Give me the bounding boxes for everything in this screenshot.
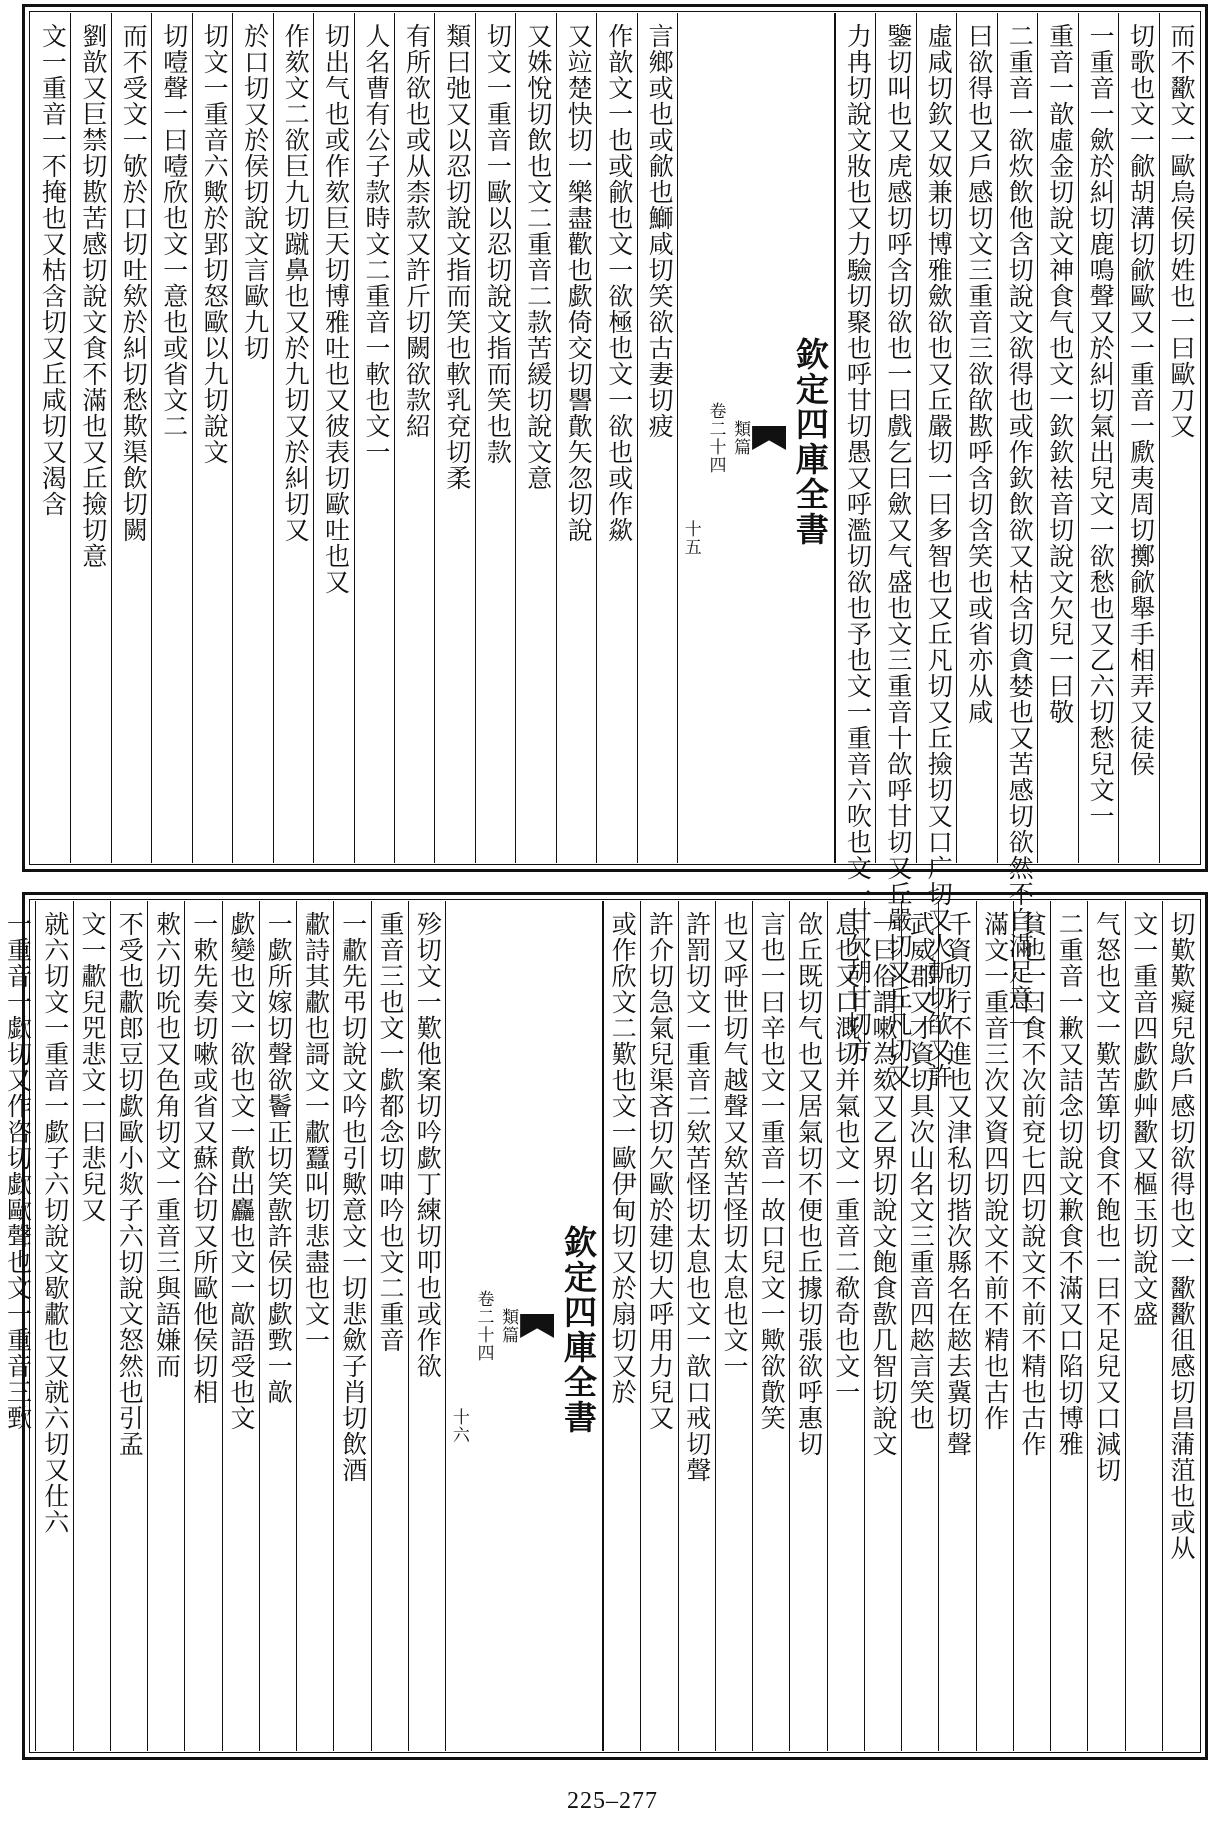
text-column: 歗詩其歗也謌文一歗蠶叫切悲盡也文一: [296, 901, 333, 1751]
lower-page-columns: [3, 901, 1199, 1751]
section-name: 類篇: [730, 420, 751, 456]
text-column: 虛咸切欽又奴兼切博雅歛欲也又丘嚴切一曰多智也又丘凡切又丘撿切又口广切又火斬切欿又許: [916, 13, 956, 863]
text-column: 作欬文二欲巨九切蹴鼻也又於九切又於糾切又: [273, 13, 313, 863]
text-column: 千資切行不進也又津私切揩次縣名在趑去冀切聲: [938, 901, 975, 1751]
text-column: 气怒也文一歎苦箄切食不飽也一曰不足兒又口減切: [1087, 901, 1124, 1751]
text-column: 一重音一歛於糾切鹿鳴聲又於糾切氣出兒文一欲愁也又乙六切愁兒文一: [1078, 13, 1118, 863]
text-column: 言也一曰辛也文一重音一故口兒文一歟欲歕笑: [752, 901, 789, 1751]
text-column: 欶六切吮也又色角切文一重音三與語嫌而: [147, 901, 184, 1751]
text-column: 切歎歎癡兒歍戶感切欲得也文一歠歠徂感切昌蒲菹也或从: [1162, 901, 1199, 1751]
volume-label: 卷二十四: [705, 402, 726, 474]
text-column: 文一重音一不掩也又枯含切又丘咸切又渴含: [38, 23, 68, 517]
section-name: 類篇: [498, 1308, 519, 1344]
fish-tail-mark: [752, 426, 786, 450]
text-column: 一曰俗謂嗽為欬又乙界切說文飽食歖几智切說文: [864, 901, 901, 1751]
text-column: 類曰弛又以忍切說文指而笑也軟乳兗切柔: [434, 13, 474, 863]
text-column: 而不受文一欨於口切吐欸於糾切愁欺渠飲切闕: [111, 13, 151, 863]
text-column: 歔變也文一欲也文一歕出麤也文一歊語受也文: [222, 901, 259, 1751]
text-column: 言鄉或也或歈也鰤咸切笑欲古妻切疲: [637, 13, 677, 863]
text-column: 又姝悅切飲也文二重音二款苦緩切說文意: [515, 13, 555, 863]
text-column: 劉歆又巨禁切歁苦感切說文食不滿也又丘撿切意: [70, 13, 110, 863]
book-title: 欽定四庫全書: [559, 1225, 598, 1435]
text-column: 切出气也或作欬巨天切博雅吐也又彼表切歐吐也又: [313, 13, 353, 863]
text-column: 一歗先弔切說文吟也引歟意文一切悲歛子肖切飲酒: [333, 901, 370, 1751]
text-column: 切文一重音六歟於郢切怒歐以九切說文: [192, 13, 232, 863]
text-column: 又竝楚快切一樂盡歡也歔倚交切譻歕矢忽切說: [556, 13, 596, 863]
text-column: 不受也歗郎豆切歔歐小欻子六切說文怒然也引孟: [110, 901, 147, 1751]
text-column: 鑒切叫也又虎感切呼含切欲也一曰戲乞曰歛又气盛也文三重音十欱呼甘切又丘嚴切又丘凡切又: [875, 13, 915, 863]
text-column: 於口切又於侯切說文言歐九切: [232, 13, 272, 863]
text-column: 切文一重音一歐以忍切說文指而笑也款: [475, 13, 515, 863]
fish-tail-mark: [520, 1314, 554, 1338]
lower-page: [3, 892, 1208, 1760]
folio-number: 十六: [448, 1408, 469, 1444]
text-column: 也又呼世切气越聲又欸苦怪切太息也文一: [715, 901, 752, 1751]
text-column: 重音一歆虛金切說文神食气也文一欽欽袪音切說文欠兒一曰敬: [1037, 13, 1077, 863]
text-column: 或作欣文二歎也文一歐伊甸切又於扇切又於: [603, 901, 640, 1751]
text-column: 許罰切文一重音二欸苦怪切太息也文一歆口戒切聲: [678, 901, 715, 1751]
text-column: 有所欲也或从柰款又許斤切闕欲款紹: [394, 13, 434, 863]
text-column: 切噎聲一曰噎欣也文一意也或省文二: [151, 13, 191, 863]
text-column: 欱丘既切气也又居氣切不便也丘據切張欲呼惠切: [789, 901, 826, 1751]
text-column: 貧也一曰食不次前兗七四切說文不前不精也古作: [1013, 901, 1050, 1751]
text-column: 曰欲得也又戶感切文三重音三欲欿歁呼含切含笑也或省亦从咸: [956, 13, 996, 863]
folio-number: 十五: [680, 520, 701, 556]
text-column: 而不歠文一歐烏侯切姓也一曰歐刀又: [1159, 13, 1199, 863]
text-column: 作歆文一也或歈也文一欲極也文一欲也或作歘: [596, 13, 636, 863]
text-column: 人名曹有公子款時文二重音一軟也文一: [354, 13, 394, 863]
text-column: 二重音一欲炊飲他含切說文欲得也或作欽飲欲又枯含切貪婪也又苦感切欲然不自滿足意一: [997, 13, 1037, 863]
text-column: 許介切急氣兒渠吝切欠歐於建切大呼用力兒又: [640, 901, 677, 1751]
text-column: 武威郡又才資切具次山名文三重音四趑言笑也: [901, 901, 938, 1751]
text-column: 一歔所嫁切聲欲鬠正切笑歖許侯切歔歅一歊: [259, 901, 296, 1751]
page-number: 225–277: [567, 1788, 658, 1814]
volume-label: 卷二十四: [473, 1290, 494, 1362]
text-column: 息也又口溉切并氣也文一重音二欷奇也文一: [827, 901, 864, 1751]
text-column: 力冉切說文妝也又力驗切聚也呼甘切愚又呼濫切欲也予也文一重音六吹也文一甘欠胡甘切方: [835, 13, 875, 863]
text-column: 文一重音四歔歔艸歠又樞玉切說文盛: [1125, 901, 1162, 1751]
text-column: 重音三也文一歔都念切呻吟也文二重音: [371, 901, 408, 1751]
center-gutter: [677, 13, 835, 863]
text-column: 滿文一重音三次又資四切說文不前不精也古作: [976, 901, 1013, 1751]
text-column: 一重音一歔切又作咨切歔歐聲也文一重音三歅: [0, 901, 35, 1751]
text-column: 文一歗兒兕悲文一曰悲兒又: [73, 901, 110, 1751]
text-column: 二重音一歉又詰念切說文歉食不滿又口陷切博雅: [1050, 901, 1087, 1751]
text-column: 切歌也文一歈胡溝切歈歐又一重音一歋夷周切擲歈舉手相弄又徒侯: [1118, 13, 1158, 863]
book-title: 欽定四庫全書: [790, 337, 830, 547]
text-column: 殄切文一歎他案切吟歔丁練切叩也或作欲: [408, 901, 445, 1751]
text-column: 一欶先奏切嗽或省又蘇谷切又所歐他侯切相: [184, 901, 221, 1751]
center-gutter: [445, 901, 603, 1751]
text-column: 就六切文一重音一歔子六切說文歇歗也又就六切又仕六: [35, 901, 72, 1751]
